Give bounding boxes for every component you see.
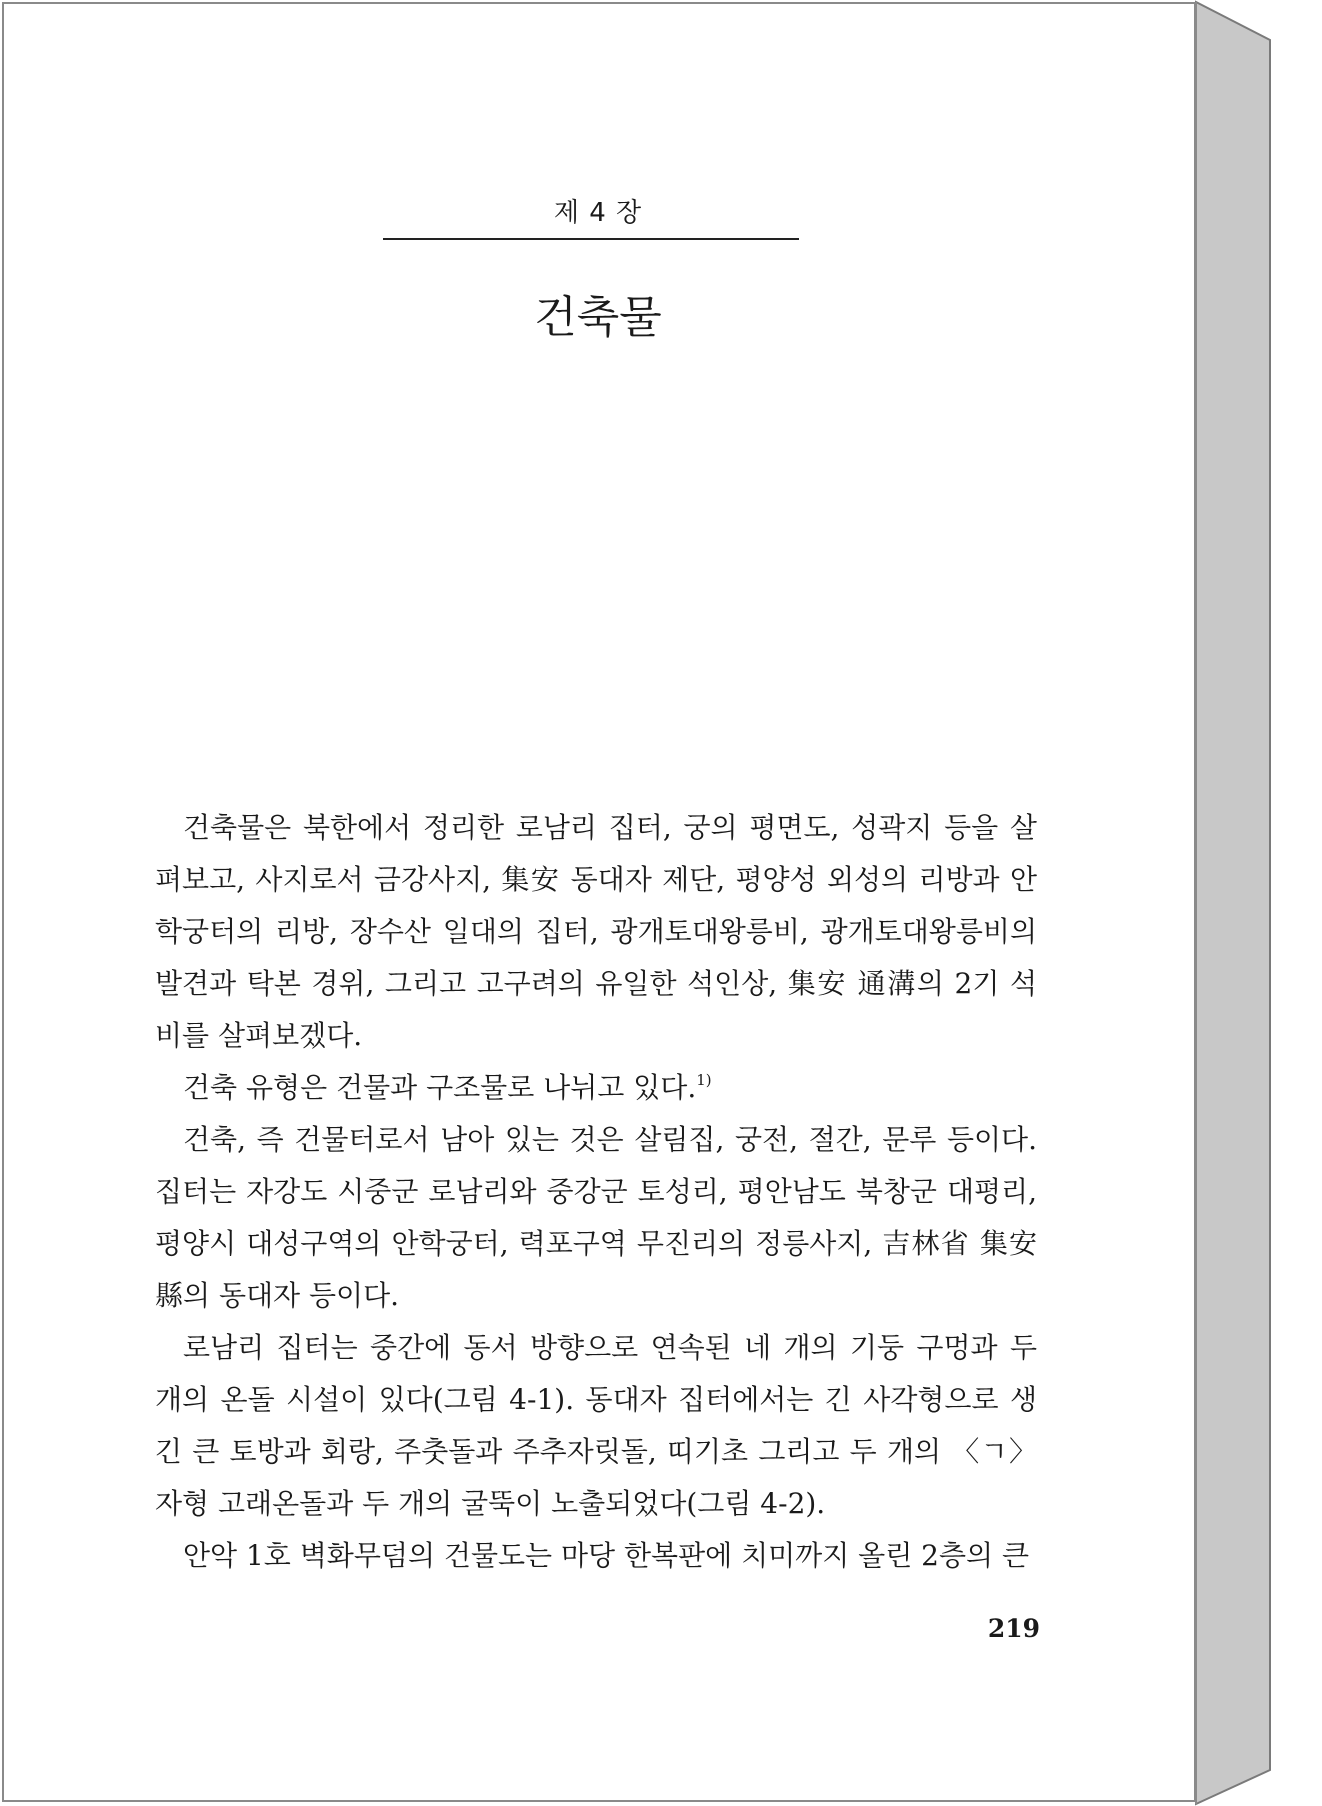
- paragraph-text: 건축, 즉 건물터로서 남아 있는 것은 살림집, 궁전, 절간, 문루 등이다. 집터는 자강도 시중군 로남리와 중강군 토성리, 평안남도 북창군 대평리, 평양시 대성구역의 안학궁터, 력포구역 무진리의 정릉사지, 吉林省 集安縣의 동대자 등이다.: [155, 1123, 1037, 1312]
- page-number: 219: [987, 1614, 1040, 1643]
- paragraph: [155, 1530, 1037, 1582]
- chapter-divider: [383, 238, 799, 240]
- paragraph: [155, 1322, 1037, 1530]
- chapter-title: 건축물: [534, 292, 662, 344]
- body-text: [155, 802, 1037, 1582]
- paragraph: [155, 802, 1037, 1062]
- paragraph-text: 로남리 집터는 중간에 동서 방향으로 연속된 네 개의 기둥 구멍과 두 개의 온돌 시설이 있다(그림 4-1). 동대자 집터에서는 긴 사각형으로 생긴 큰 토방과 회랑, 주춧돌과 주추자릿돌, 띠기초 그리고 두 개의 〈ㄱ〉자형 고래온돌과 두 개의 굴뚝이 노출되었다(그림 4-2).: [155, 1331, 1037, 1520]
- paragraph-text: 건축 유형은 건물과 구조물로 나뉘고 있다.: [183, 1071, 697, 1104]
- footnote-marker[interactable]: 1): [696, 1071, 712, 1089]
- paragraph-text: 건축물은 북한에서 정리한 로남리 집터, 궁의 평면도, 성곽지 등을 살펴보고, 사지로서 금강사지, 集安 동대자 제단, 평양성 외성의 리방과 안학궁터의 리방, 장수산 일대의 집터, 광개토대왕릉비, 광개토대왕릉비의 발견과 탁본 경위, 그리고 고구려의 유일한 석인상, 集安 通溝의 2기 석비를 살펴보겠다.: [155, 811, 1037, 1052]
- paragraph: [155, 1062, 1037, 1114]
- chapter-label: 제 4 장: [553, 198, 643, 228]
- paragraph: [155, 1114, 1037, 1322]
- paragraph-text: 안악 1호 벽화무덤의 건물도는 마당 한복판에 치미까지 올린 2층의 큰: [183, 1539, 1030, 1572]
